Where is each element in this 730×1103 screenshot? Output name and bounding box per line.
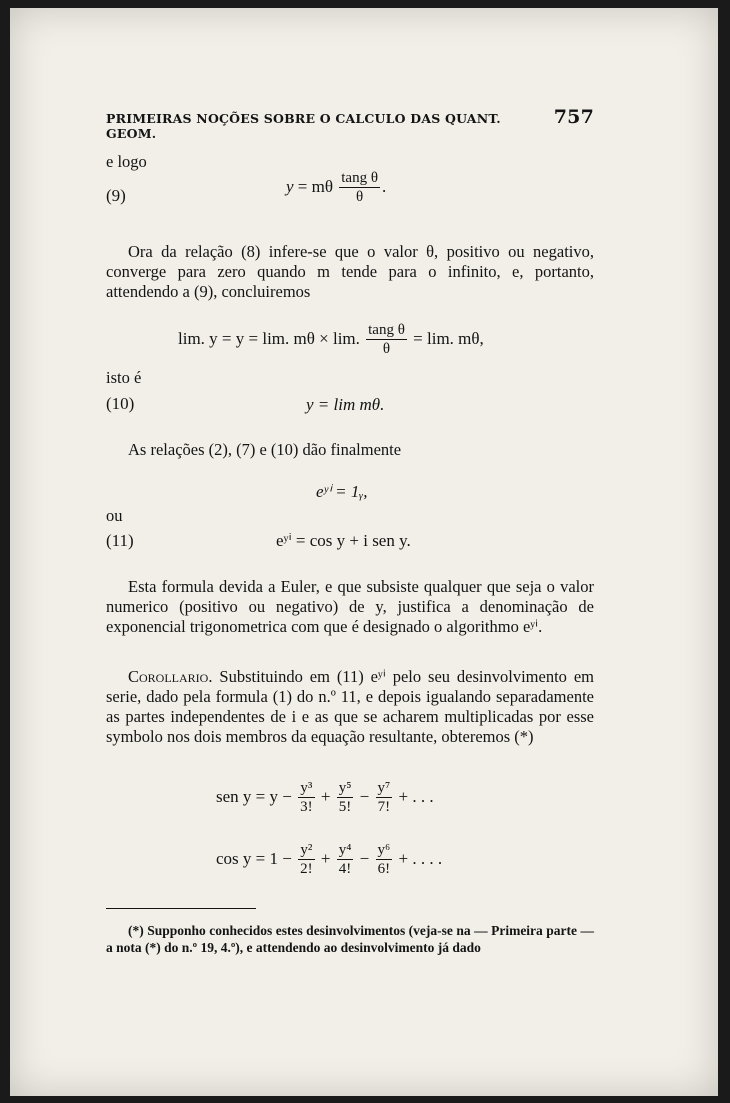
eq9 [286,170,386,206]
sine-term-3-num: y⁷ [377,780,391,796]
corollary-title: Corollario. [128,667,213,686]
cosine-term-2-num: y⁴ [338,842,352,858]
sine-op-1: + [320,786,331,806]
paragraph-3: Esta formula devida a Euler, e que subsiste qualquer que seja o valor numerico (positivo ou negativo) de y, justifica a denominação de exponencial trigonometrica com que é designado o algorithmo eʸⁱ. [106,577,594,636]
cosine-series [216,842,442,878]
sine-series [216,780,434,816]
sine-term-1-den: 3! [300,799,313,815]
cosine-term-3-den: 6! [376,859,393,878]
sine-term-1 [298,780,315,816]
eq9-label: (9) [106,186,126,205]
cosine-term-2 [337,842,354,878]
e-logo-text: e logo [106,152,147,171]
eq10-label: (10) [106,394,135,413]
corollary-text: Substituindo em (11) eʸⁱ pelo seu desinvolvimento em serie, dado pela formula (1) do n.º 11, e depois igualando separadamente as partes independentes de i e as que se acharem multiplicadas por esse symbolo nos dois membros da equação resultante, obteremos (*) [106,667,594,746]
footnote: (*) Supponho conhecidos estes desinvolvimentos (veja-se na — Primeira parte — a nota (*) do n.º 19, 4.º), e attendendo ao desinvolvimento já dado [106,923,594,955]
eq9-mid: = mθ [297,176,334,196]
sine-term-1-num: y³ [300,780,313,796]
sine-lhs: sen y = y − [216,786,292,806]
sine-term-2 [337,780,354,816]
sine-term-3 [376,780,393,816]
paragraph-1: Ora da relação (8) infere-se que o valor θ, positivo ou negativo, converge para zero quando m tende para o infinito, e, portanto, attendendo a (9), concluiremos [106,242,594,301]
limit-eq-right: = lim. mθ, [413,328,484,348]
eq10: y = lim mθ. [306,395,385,414]
eq11-label: (11) [106,531,134,550]
eq9-lhs: y [286,176,294,196]
sine-term-2-den: 5! [337,797,354,816]
eq9-fraction [339,170,380,206]
eq11: eʸⁱ = cos y + i sen y. [276,531,411,550]
limit-eq-numerator: tang θ [368,322,405,338]
corollary-paragraph [106,667,594,747]
limit-eq-fraction [366,322,407,358]
eq9-end: . [382,176,387,196]
eq9-numerator: tang θ [341,170,379,186]
paragraph-2: As relações (2), (7) e (10) dão finalmente [128,440,402,459]
sine-term-2-num: y⁵ [338,780,352,796]
running-header [106,106,594,141]
cosine-term-1 [298,842,315,878]
cosine-term-2-den: 4! [337,859,354,878]
cosine-op-2: − [359,848,370,868]
eq9-denominator: θ [339,187,380,206]
cosine-tail: + . . . . [398,848,443,868]
cosine-term-1-den: 2! [300,861,313,877]
ou-text: ou [106,506,123,525]
cosine-term-3-num: y⁶ [377,842,391,858]
cosine-term-1-num: y² [300,842,313,858]
cosine-op-1: + [320,848,331,868]
cosine-term-3 [376,842,393,878]
eq-eyi: eʸⁱ = 1ᵧ, [316,482,368,501]
running-title: PRIMEIRAS NOÇÕES SOBRE O CALCULO DAS QUANT. GEOM. [106,111,501,141]
book-page [10,8,718,1096]
limit-eq-denominator: θ [366,339,407,358]
sine-op-2: − [359,786,370,806]
footnote-rule [106,908,256,909]
page-number: 757 [553,106,594,128]
sine-tail: + . . . [398,786,434,806]
sine-term-3-den: 7! [376,797,393,816]
limit-equation [178,322,484,358]
limit-eq-left: lim. y = y = lim. mθ × lim. [178,328,360,348]
cosine-lhs: cos y = 1 − [216,848,292,868]
isto-e-text: isto é [106,368,142,387]
